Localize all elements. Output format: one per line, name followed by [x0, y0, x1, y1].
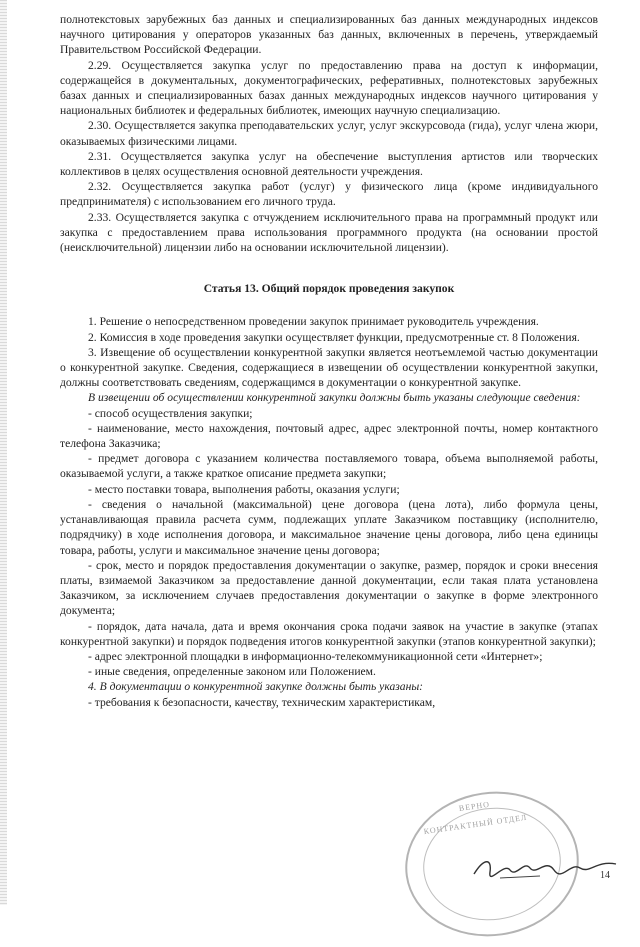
list-item: - иные сведения, определенные законом или Положением. — [88, 665, 376, 679]
list-item: - срок, место и порядок предоставления документации о закупке, размер, порядок и сроки внесения платы, взимаемой Заказчиком за предоставление данной документации, если такая плата установлена Заказчиком, за исключением случаев предоставления документации о закупке в форме электронного документа; — [60, 558, 598, 618]
list-item: - адрес электронной площадки в информационно-телекоммуникационной сети «Интернет»; — [88, 649, 543, 663]
article-item-3: 3. Извещение об осуществлении конкурентной закупки является неотъемлемой частью документации о конкурентной закупке. Сведения, содержащиеся в извещении об осуществлении конкурентной закупки, должны соответствовать сведениям, содержащимся в документации о конкурентной закупке. — [60, 345, 598, 390]
list-item: - способ осуществления закупки; — [88, 406, 253, 420]
article-item-1: 1. Решение о непосредственном проведении закупок принимает руководитель учреждения. — [88, 315, 539, 329]
paragraph-continuation: полнотекстовых зарубежных баз данных и специализированных баз данных международных индексов научного цитирования у операторов указанных баз данных, включенных в перечень, утверждаемый Правительством Российской Федерации. — [60, 13, 598, 57]
list-item: - место поставки товара, выполнения работы, оказания услуги; — [88, 482, 400, 496]
stamp-text-verno: ВЕРНО — [458, 799, 491, 814]
paragraph-2-33: 2.33. Осуществляется закупка с отчуждением исключительного права на программный продукт или закупка с предоставлением права использования программного продукта (на основании простой (неисключительной) лицензии либо на основании исключительной лицензии). — [60, 210, 598, 255]
document-page — [60, 12, 598, 710]
italic-intro: В извещении об осуществлении конкурентной закупки должны быть указаны следующие сведения: — [88, 391, 581, 405]
paragraph-2-29: 2.29. Осуществляется закупка услуг по предоставлению права на доступ к информации, содержащейся в документальных, документографических, реферативных, полнотекстовых зарубежных базах данных и специализированных базах данных международных индексов научного цитирования у национальных библиотек и федеральных библиотек, имеющих научную специализацию. — [60, 58, 598, 118]
list-item: - порядок, дата начала, дата и время окончания срока подачи заявок на участие в закупке (этапах конкурентной закупки) и порядок подведения итогов конкурентной закупки (этапов конкурентной закупки); — [60, 619, 598, 648]
handwritten-signature — [470, 852, 620, 882]
paragraph-2-31: 2.31. Осуществляется закупка услуг на обеспечение выступления артистов или творческих коллективов в целях осуществления основной деятельности учреждения. — [60, 149, 598, 179]
scan-edge — [0, 0, 7, 905]
last-line: - требования к безопасности, качеству, техническим характеристикам, — [88, 695, 436, 709]
article-title: Статья 13. Общий порядок проведения закупок — [203, 282, 455, 296]
page-number: 14 — [600, 870, 610, 881]
list-item: - предмет договора с указанием количества поставляемого товара, объема выполняемой работы, оказываемой услуги, а также краткое описание предмета закупки; — [60, 452, 598, 481]
paragraph-2-32: 2.32. Осуществляется закупка работ (услуг) у физического лица (кроме индивидуального предпринимателя) с использованием его личного труда. — [60, 180, 598, 209]
list-item: - сведения о начальной (максимальной) цене договора (цена лота), либо формула цены, устанавливающая правила расчета сумм, подлежащих уплате Заказчиком поставщику (исполнителю, подрядчику) в ходе исполнения договора, и максимальное значение цены договора, либо цена единицы товара, работы, услуги и максимальное значение цены договора; — [60, 497, 598, 557]
list-item: - наименование, место нахождения, почтовый адрес, адрес электронной почты, номер контактного телефона Заказчика; — [60, 421, 598, 451]
article-item-2: 2. Комиссия в ходе проведения закупки осуществляет функции, предусмотренные ст. 8 Положения. — [88, 330, 580, 344]
paragraph-2-30: 2.30. Осуществляется закупка преподавательских услуг, услуг экскурсовода (гида), услуг члена жюри, оказываемых физическими лицами. — [60, 119, 598, 148]
article-item-4: 4. В документации о конкурентной закупке должны быть указаны: — [88, 680, 424, 694]
stamp-text-department: КОНТРАКТНЫЙ ОТДЕЛ — [423, 812, 528, 837]
